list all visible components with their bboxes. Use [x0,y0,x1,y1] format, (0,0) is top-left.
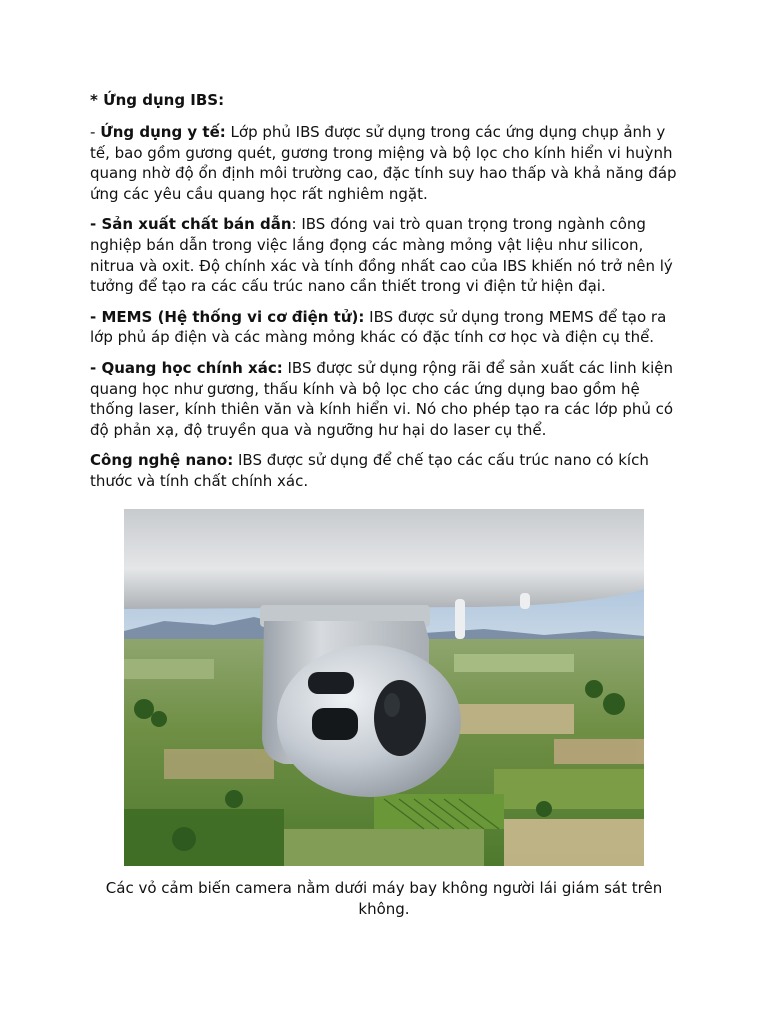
document-body [90,90,684,502]
antenna [520,593,530,609]
paragraph-body: IBS được sử dụng để chế tạo các cấu trúc nano có kích thước và tính chất chính xác. [90,451,649,490]
sensor-window [312,708,358,740]
camera-ball [277,645,461,797]
sensor-window [308,672,354,694]
paragraph-lead: - Sản xuất chất bán dẫn [90,215,292,234]
section-heading: * Ứng dụng IBS: [90,91,225,109]
paragraph-mems [90,307,684,348]
paragraph-prefix: - [90,123,101,141]
figure-drone-camera-photo [124,509,644,866]
drone-camera-illustration [124,509,644,866]
paragraph-medical [90,122,684,204]
paragraph-nanotech [90,450,684,491]
paragraph-body: IBS được sử dụng trong MEMS để tạo ra lớp phủ áp điện và các màng mỏng khác có đặc tính cơ học và điện cụ thể. [90,307,667,347]
antenna [455,599,465,639]
figure-caption: Các vỏ cảm biến camera nằm dưới máy bay không người lái giám sát trên không. [105,879,663,918]
aircraft-fuselage [124,509,644,609]
main-lens [374,680,426,756]
paragraph-lead: Ứng dụng y tế: [100,123,226,141]
paragraph-lead: - Quang học chính xác: [90,358,283,377]
paragraph-semiconductor [90,214,684,296]
lens-highlight [384,693,400,717]
paragraph-lead: - MEMS (Hệ thống vi cơ điện tử): [90,307,365,326]
paragraph-body: IBS được sử dụng rộng rãi để sản xuất các linh kiện quang học như gương, thấu kính và bộ lọc cho các ứng dụng bao gồm hệ thống laser, kính thiên văn và kính hiển vi. Nó cho phép tạo ra các lớp phủ có độ phản xạ, độ truyền qua và ngưỡng hư hại do laser cụ thể. [90,358,674,439]
paragraph-body: : IBS đóng vai trò quan trọng trong ngành công nghiệp bán dẫn trong việc lắng đọng các màng mỏng vật liệu như silicon, nitrua và oxit. Độ chính xác và tính đồng nhất cao của IBS khiến nó trở nên lý tưởng để tạo ra các cấu trúc nano cần thiết trong vi điện tử hiện đại. [90,215,673,296]
paragraph-lead: Công nghệ nano: [90,451,234,470]
paragraph-optics [90,358,684,440]
paragraph-body: Lớp phủ IBS được sử dụng trong các ứng dụng chụp ảnh y tế, bao gồm gương quét, gương trong miệng và bộ lọc cho kính hiển vi huỳnh quang nhờ độ ổn định môi trường cao, đặc tính suy hao thấp và khả năng đáp ứng các yêu cầu quang học rất nghiêm ngặt. [90,123,677,203]
